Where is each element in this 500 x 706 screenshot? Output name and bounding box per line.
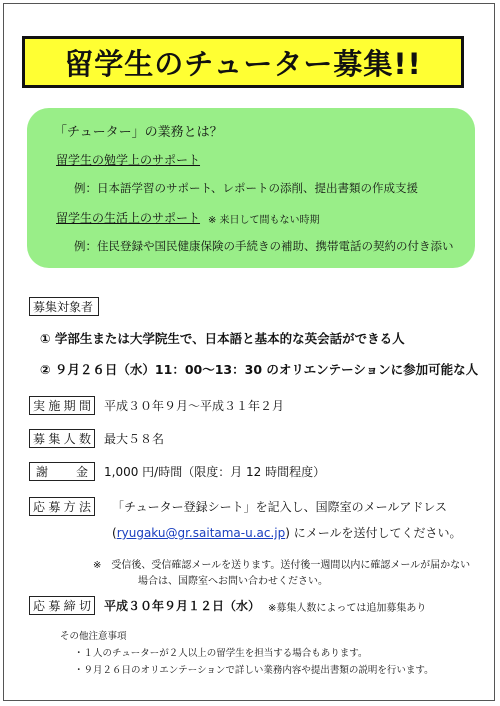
count-label-char: 募: [33, 432, 46, 446]
apply-note-1: ※ 受信後、受信確認メールを送ります。送付後一週間以内に確認メールが届かない: [93, 560, 471, 571]
study-support-heading: 留学生の勉学上のサポート: [56, 153, 201, 167]
other-note-2: ・９月２６日のオリエンテーションで詳しい業務内容や提出書類の説明を行います。: [74, 665, 434, 676]
period-label-char: 実: [33, 399, 46, 413]
deadline-note: ※募集人数によっては追加募集あり: [268, 603, 427, 614]
count-label-char: 数: [78, 432, 91, 446]
other-notes-heading: その他注意事項: [60, 631, 127, 642]
life-support-note: ※ 来日して間もない時期: [208, 215, 320, 226]
deadline-label-char: 締: [63, 599, 76, 613]
deadline-label-char: 切: [78, 599, 91, 613]
pay-label-char: 金: [75, 465, 88, 479]
apply-line-2: (ryugaku@gr.saitama-u.ac.jp) にメールを送付してください。: [112, 526, 462, 540]
deadline-label-char: 募: [48, 599, 61, 613]
page-title: [22, 36, 464, 88]
apply-label-char: 方: [63, 500, 76, 514]
duties-heading: 「チューター」の業務とは？: [54, 125, 223, 140]
study-support-example: 例：日本語学習のサポート、レポートの添削、提出書類の作成支援: [74, 181, 418, 195]
count-label-char: 人: [63, 432, 76, 446]
pay-label-char: 謝: [36, 465, 49, 479]
eligibility-label: [29, 297, 99, 316]
title-text: 留学生のチューター募集!!: [64, 46, 422, 81]
period-label-char: 間: [78, 399, 91, 413]
pay-value: 1,000 円/時間（限度：月 12 時間程度）: [104, 465, 326, 479]
deadline-label-char: 応: [33, 599, 46, 613]
count-label: [29, 429, 95, 448]
eligibility-label-text: 募集対象者: [33, 300, 94, 314]
apply-label-char: 応: [33, 500, 46, 514]
apply-line-2-suffix: にメールを送付してください。: [293, 526, 462, 540]
period-label-char: 期: [63, 399, 76, 413]
eligibility-item-2: ② ９月２６日（水）11：00～13：30 のオリエンテーションに参加可能な人: [40, 362, 479, 377]
life-support-example: 例：住民登録や国民健康保険の手続きの補助、携帯電話の契約の付き添い: [74, 239, 454, 253]
apply-label-char: 募: [48, 500, 61, 514]
life-support-heading: 留学生の生活上のサポート: [56, 211, 201, 225]
pay-label: [29, 462, 95, 481]
eligibility-item-1: ① 学部生または大学院生で、日本語と基本的な英会話ができる人: [40, 331, 405, 346]
apply-note-2: 場合は、国際室へお問い合わせください。: [138, 576, 328, 587]
apply-line-1: 「チューター登録シート」を記入し、国際室のメールアドレス: [112, 500, 448, 514]
count-label-char: 集: [48, 432, 61, 446]
deadline-value: 平成３０年９月１２日（水）: [104, 599, 261, 613]
period-value: 平成３０年９月～平成３１年２月: [104, 399, 285, 413]
count-value: 最大５８名: [104, 432, 165, 446]
apply-label-char: 法: [78, 500, 91, 514]
email-link[interactable]: ryugaku@gr.saitama-u.ac.jp: [116, 526, 286, 540]
deadline-label: [29, 596, 95, 615]
other-note-1: ・１人のチューターが２人以上の留学生を担当する場合もあります。: [74, 648, 368, 659]
apply-label: [29, 497, 95, 516]
period-label-char: 施: [48, 399, 61, 413]
period-label: [29, 396, 95, 415]
